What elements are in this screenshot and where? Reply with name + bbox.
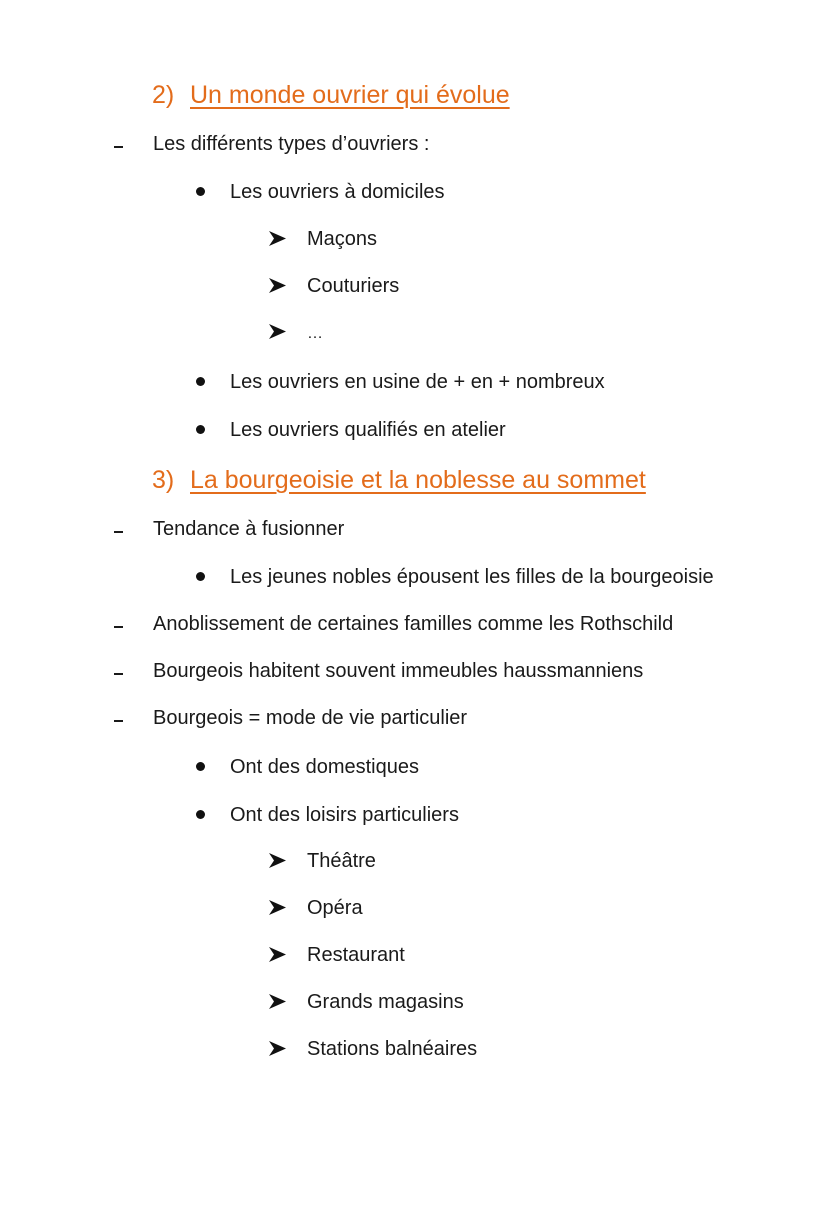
list-item: Bourgeois habitent souvent immeubles haussmanniens xyxy=(153,660,644,682)
list-item: Théâtre xyxy=(307,850,376,872)
list-item: Les ouvriers en usine de + en + nombreux xyxy=(230,371,605,393)
dash-marker xyxy=(114,626,123,628)
list-item: Anoblissement de certaines familles comme les Rothschild xyxy=(153,613,674,635)
bullet-marker xyxy=(196,762,205,771)
dash-marker xyxy=(114,673,123,675)
arrow-bullet-icon xyxy=(269,231,286,246)
list-item: Stations balnéaires xyxy=(307,1038,478,1060)
list-item: Bourgeois = mode de vie particulier xyxy=(153,707,468,729)
list-item: Les jeunes nobles épousent les filles de la bourgeoisie xyxy=(230,566,714,588)
section-number: 3) xyxy=(152,466,175,494)
arrow-bullet-icon xyxy=(269,994,286,1009)
arrow-bullet-icon xyxy=(269,278,286,293)
arrow-bullet-icon xyxy=(269,900,286,915)
arrow-bullet-icon xyxy=(269,324,286,339)
section-number: 2) xyxy=(152,81,175,109)
list-item: … xyxy=(307,325,323,342)
list-item: Les différents types d’ouvriers : xyxy=(153,133,430,155)
section-title: La bourgeoisie et la noblesse au sommet xyxy=(190,466,646,494)
section-title: Un monde ouvrier qui évolue xyxy=(190,81,510,109)
dash-marker xyxy=(114,146,123,148)
list-item: Ont des domestiques xyxy=(230,756,419,778)
bullet-marker xyxy=(196,810,205,819)
dash-marker xyxy=(114,720,123,722)
section-heading-3 xyxy=(152,465,646,495)
arrow-bullet-icon xyxy=(269,1041,286,1056)
section-heading-2 xyxy=(152,80,510,110)
list-item: Grands magasins xyxy=(307,991,464,1013)
bullet-marker xyxy=(196,572,205,581)
list-item: Tendance à fusionner xyxy=(153,518,345,540)
list-item: Couturiers xyxy=(307,275,400,297)
arrow-bullet-icon xyxy=(269,853,286,868)
bullet-marker xyxy=(196,377,205,386)
list-item: Restaurant xyxy=(307,944,405,966)
list-item: Ont des loisirs particuliers xyxy=(230,804,459,826)
list-item: Les ouvriers à domiciles xyxy=(230,181,445,203)
dash-marker xyxy=(114,531,123,533)
arrow-bullet-icon xyxy=(269,947,286,962)
bullet-marker xyxy=(196,425,205,434)
list-item: Opéra xyxy=(307,897,363,919)
list-item: Les ouvriers qualifiés en atelier xyxy=(230,419,506,441)
bullet-marker xyxy=(196,187,205,196)
list-item: Maçons xyxy=(307,228,378,250)
